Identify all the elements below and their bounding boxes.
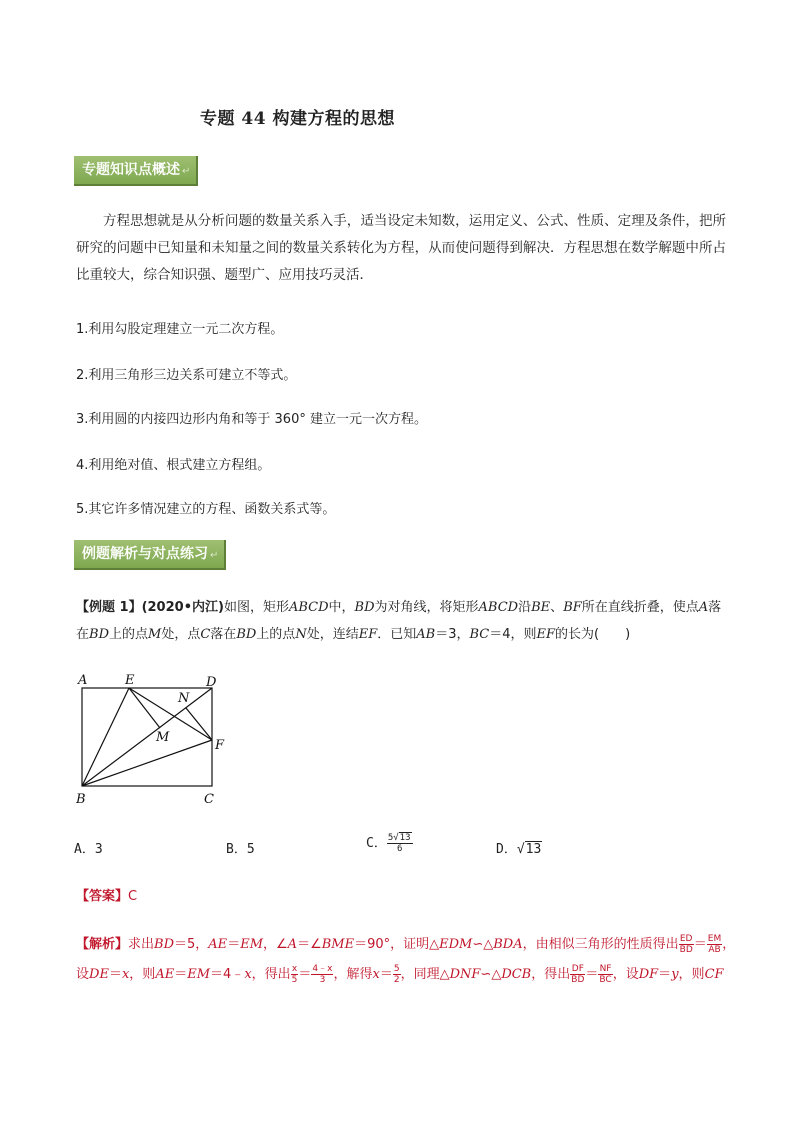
section-banner-knowledge: [74, 156, 198, 186]
label-b: B: [76, 792, 86, 807]
choice-c: C． $\frac{5√13}{6}$: [366, 833, 411, 854]
point-4: 4.利用绝对值、根式建立方程组。: [76, 458, 271, 473]
fraction: $\frac{ED}{BD}$: [679, 934, 693, 955]
label-a: A: [78, 673, 88, 688]
segment-em: [129, 688, 160, 728]
paragraph-mark-icon: ↵: [182, 166, 191, 177]
analysis-tag: 【解析】: [76, 937, 129, 952]
fold-line-bf: [82, 740, 212, 786]
point-3: 3.利用圆的内接四边形内角和等于 360° 建立一元一次方程。: [76, 412, 427, 427]
fraction: $\frac{4﹣x}{3}$: [312, 964, 333, 985]
answer-value: C: [128, 889, 138, 904]
label-d: D: [206, 675, 217, 690]
choice-b: B．5: [226, 842, 255, 857]
choice-d: D．√13: [496, 842, 542, 857]
label-c: C: [204, 792, 214, 807]
fraction: $\frac{EM}{AB}$: [707, 934, 722, 955]
point-5: 5.其它许多情况建立的方程、函数关系式等。: [76, 502, 336, 517]
fraction: $\frac{NF}{BC}$: [599, 964, 612, 985]
diagonal-bd: [82, 688, 212, 786]
answer-tag: 【答案】: [76, 889, 129, 904]
geometry-figure: [72, 670, 272, 810]
label-n: N: [178, 691, 190, 706]
choice-a: A．3: [74, 842, 103, 857]
section-banner-examples: [74, 540, 226, 570]
fraction: $\frac{x}{5}$: [291, 964, 298, 985]
answer-line: [76, 885, 137, 904]
intro-paragraph: 方程思想就是从分析问题的数量关系入手，适当设定未知数，运用定义、公式、性质、定理及条件，把所研究的问题中已知量和未知量之间的数量关系转化为方程，从而使问题得到解决．方程思想在数学解题中所占比重较大，综合知识强、题型广、应用技巧灵活．: [76, 213, 726, 283]
fraction: $\frac{DF}{BD}$: [571, 964, 585, 985]
page-title: 专题 44 构建方程的思想: [200, 109, 395, 129]
section-banner-label: 专题知识点概述: [82, 162, 180, 178]
fraction: $\frac{5√13}{6}$: [387, 833, 411, 854]
analysis-paragraph: 【解析】求出BD＝5，AE＝EM，∠A＝∠BME＝90°，证明△EDM∽△BDA，由相似三角形的性质得出 $\frac{ED}{BD}$ ＝ $\frac{EM}{AB}$ ，设DE＝x，则AE＝EM＝4﹣x，得出 $\frac{x}{5}$ ＝ $\frac{4﹣x}{3}$ ，解得x＝ $\frac{5}{2}$ ，同理△DNF∽△DCB，得出 $\frac{DF}{BD}$ ＝ $\frac{NF}{BC}$ ，设DF＝y，则CF: [76, 934, 736, 985]
label-m: M: [156, 730, 170, 745]
example-problem: 【例题 1】(2020•内江)如图，矩形ABCD中，BD为对角线，将矩形ABCD沿BE、BF所在直线折叠，使点A落在BD上的点M处，点C落在BD上的点N处，连结EF．已知AB＝3，BC＝4，则EF的长为( ): [76, 600, 722, 642]
example-tag: 【例题 1】(2020•内江): [76, 600, 224, 615]
point-1: 1.利用勾股定理建立一元二次方程。: [76, 322, 284, 337]
segment-ef: [129, 688, 212, 740]
point-2: 2.利用三角形三边关系可建立不等式。: [76, 368, 297, 383]
paragraph-mark-icon: ↵: [210, 550, 219, 561]
segment-nf: [186, 708, 212, 740]
label-f: F: [215, 738, 225, 753]
fraction: $\frac{5}{2}$: [393, 964, 400, 985]
section-banner-label: 例题解析与对点练习: [82, 546, 208, 562]
label-e: E: [125, 673, 135, 688]
